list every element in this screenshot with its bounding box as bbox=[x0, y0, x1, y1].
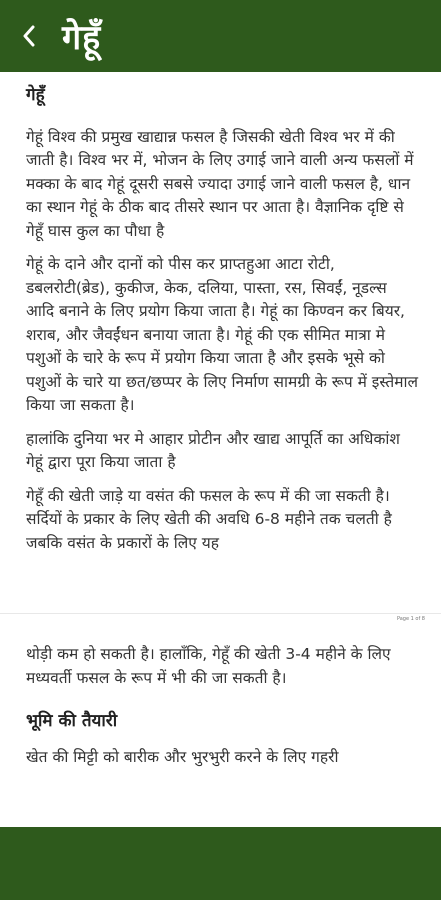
app-bar-title: गेहूँ bbox=[62, 18, 102, 58]
back-button[interactable] bbox=[20, 27, 38, 45]
paragraph-2: गेहूं के दाने और दानों को पीस कर प्राप्तहुआ आटा रोटी, डबलरोटी(ब्रेड), कुकीज, केक, दलिया, पास्ता, रस, सिवईं, नूडल्स आदि बनाने के लिए प्रयोग किया जाता है। गेहूं का किण्वन कर बियर, शराब, और जैवईंधन बनाया जाता है। गेहूं की एक सीमित मात्रा मे पशुओं के चारे के रूप में प्रयोग किया जाता है और इसके भूसे को पशुओं के चारे या छत/छप्पर के लिए निर्माण सामग्री के रूप में इस्तेमाल किया जा सकता है। bbox=[26, 255, 419, 414]
document-viewer[interactable] bbox=[0, 72, 441, 827]
bottom-banner bbox=[0, 827, 441, 900]
document-heading: गेहूँ bbox=[26, 85, 45, 105]
page-number: Page 1 of 8 bbox=[396, 616, 425, 622]
paragraph-4: गेहूँ की खेती जाड़े या वसंत की फसल के रूप में की जा सकती है। सर्दियों के प्रकार के लिए खेती की अवधि 6-8 महीने तक चलती है जबकि वसंत के प्रकारों के लिए यह bbox=[26, 486, 392, 552]
arrow-back-icon bbox=[22, 25, 36, 47]
paragraph-1: गेहूं विश्व की प्रमुख खाद्यान्न फसल है जिसकी खेती विश्व भर में की जाती है। विश्व भर में, भोजन के लिए उगाई जाने वाली अन्य फसलों में मक्का के बाद गेहूं दूसरी सबसे ज्यादा उगाई जाने वाली फसल है, धान का स्थान गेहूं के ठीक बाद तीसरे स्थान पर आता है। वैज्ञानिक दृष्टि से गेहूँ घास कुल का पौधा है bbox=[26, 127, 414, 240]
page-divider bbox=[0, 613, 441, 614]
paragraph-6: खेत की मिट्टी को बारीक और भुरभुरी करने के लिए गहरी bbox=[26, 747, 339, 766]
document-content bbox=[0, 84, 441, 555]
paragraph-3: हालांकि दुनिया भर मे आहार प्रोटीन और खाद्य आपूर्ति का अधिकांश गेहूं द्वारा पूरा किया जाता है bbox=[26, 429, 400, 471]
document-content-page-2 bbox=[0, 643, 441, 769]
app-bar bbox=[0, 0, 441, 72]
paragraph-5: थोड़ी कम हो सकती है। हालाँकि, गेहूँ की खेती 3-4 महीने के लिए मध्यवर्ती फसल के रूप में भी की जा सकती है। bbox=[26, 645, 391, 687]
section-heading: भूमि की तैयारी bbox=[26, 711, 118, 731]
